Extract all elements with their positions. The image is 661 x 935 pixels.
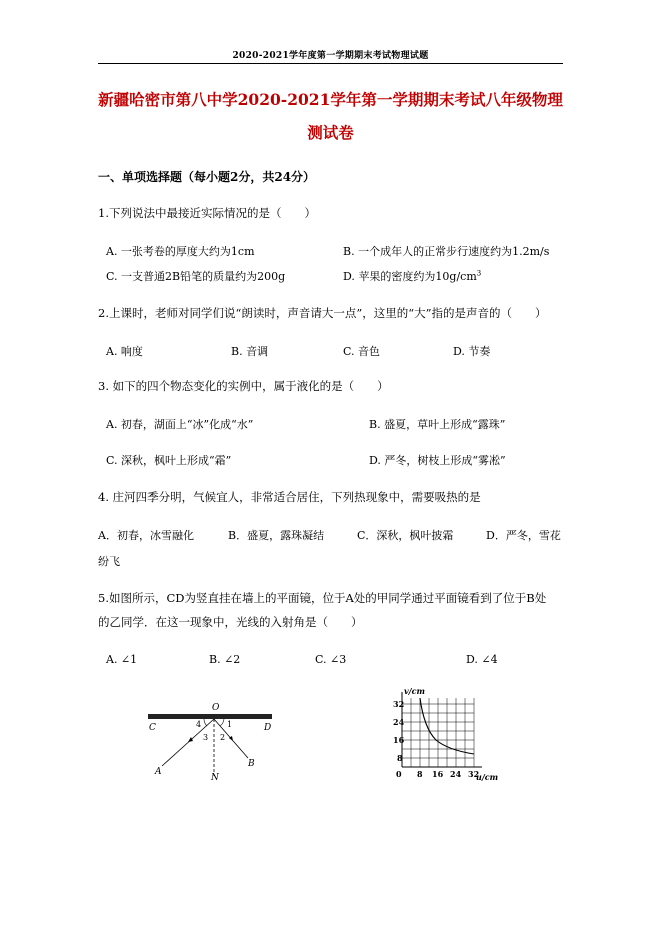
q1-option-b: B. 一个成年人的正常步行速度约为1.2m/s <box>343 245 550 258</box>
q3-option-b: B. 盛夏，草叶上形成“露珠” <box>369 418 506 431</box>
q1-option-a: A. 一张考卷的厚度大约为1cm <box>106 245 255 258</box>
label-angle-2: 2 <box>220 733 226 742</box>
graph-xtick-8: 8 <box>417 769 423 779</box>
q4-option-a: A．初春，冰雪融化 <box>98 529 194 542</box>
label-c: C <box>149 723 156 733</box>
q2-stem: 2.上课时，老师对同学们说“朗读时，声音请大一点”，这里的“大”指的是声音的（ ） <box>98 306 547 320</box>
q5-stem-line1: 5.如图所示，CD为竖直挂在墙上的平面镜，位于A处的甲同学通过平面镜看到了位于B处 <box>98 591 547 605</box>
q1-option-c: C. 一支普通2B铅笔的质量约为200g <box>106 270 286 283</box>
label-angle-4: 4 <box>196 720 202 729</box>
q5-option-b: B. ∠2 <box>209 653 241 666</box>
q5-stem-line2: 的乙同学．在这一现象中，光线的入射角是（ ） <box>98 615 363 629</box>
q5-option-a: A. ∠1 <box>106 653 138 666</box>
graph-xtick-32: 32 <box>468 769 480 779</box>
q1-stem: 1.下列说法中最接近实际情况的是（ ） <box>98 206 316 220</box>
q2-option-b: B. 音调 <box>231 345 269 358</box>
q3-option-d: D. 严冬，树枝上形成“雾凇” <box>369 454 506 467</box>
label-n: N <box>211 773 219 783</box>
q5-option-c: C. ∠3 <box>315 653 347 666</box>
q4-option-c: C．深秋，枫叶披霜 <box>357 529 454 542</box>
graph-ytick-16: 16 <box>393 735 405 745</box>
graph-xlabel: u/cm <box>476 772 499 782</box>
graph-xtick-16: 16 <box>432 769 444 779</box>
page-header: 2020-2021学年度第一学期期末考试物理试题 <box>232 51 429 61</box>
graph-origin: 0 <box>396 769 402 779</box>
label-a: A <box>155 767 162 777</box>
label-o: O <box>212 703 220 713</box>
q4-stem: 4. 庄河四季分明，气候宜人，非常适合居住，下列热现象中，需要吸热的是 <box>98 490 481 504</box>
label-d: D <box>264 723 272 733</box>
q3-stem: 3. 如下的四个物态变化的实例中，属于液化的是（ ） <box>98 379 389 393</box>
label-angle-3: 3 <box>203 733 209 742</box>
q3-option-a: A. 初春，湖面上“冰”化成“水” <box>106 418 254 431</box>
graph-xtick-24: 24 <box>450 769 462 779</box>
exam-title-line2: 测试卷 <box>307 123 354 142</box>
mirror-reflection-diagram <box>140 696 290 786</box>
q4-option-d-continued: 纷飞 <box>98 555 120 568</box>
q2-option-c: C. 音色 <box>343 345 381 358</box>
graph-ytick-24: 24 <box>393 717 405 727</box>
q2-option-d: D. 节奏 <box>453 345 491 358</box>
q3-option-c: C. 深秋，枫叶上形成“霜” <box>106 454 232 467</box>
graph-ytick-32: 32 <box>393 699 405 709</box>
q5-option-d: D. ∠4 <box>466 653 498 666</box>
graph-ytick-8: 8 <box>397 753 403 763</box>
q1-option-d: D. 苹果的密度约为$10g/cm^3$ <box>343 269 482 283</box>
exam-title-line1: 新疆哈密市第八中学2020-2021学年第一学期期末考试八年级物理 <box>98 90 563 109</box>
q4-option-d: D．严冬，雪花 <box>486 529 561 542</box>
u-v-graph <box>380 684 500 784</box>
graph-ylabel: v/cm <box>404 686 425 696</box>
label-b: B <box>248 759 255 769</box>
q4-option-b: B．盛夏，露珠凝结 <box>228 529 325 542</box>
section-heading: 一、单项选择题（每小题2分，共24分） <box>98 170 316 184</box>
header-rule <box>98 63 563 64</box>
label-angle-1: 1 <box>227 720 233 729</box>
q2-option-a: A. 响度 <box>106 345 143 358</box>
